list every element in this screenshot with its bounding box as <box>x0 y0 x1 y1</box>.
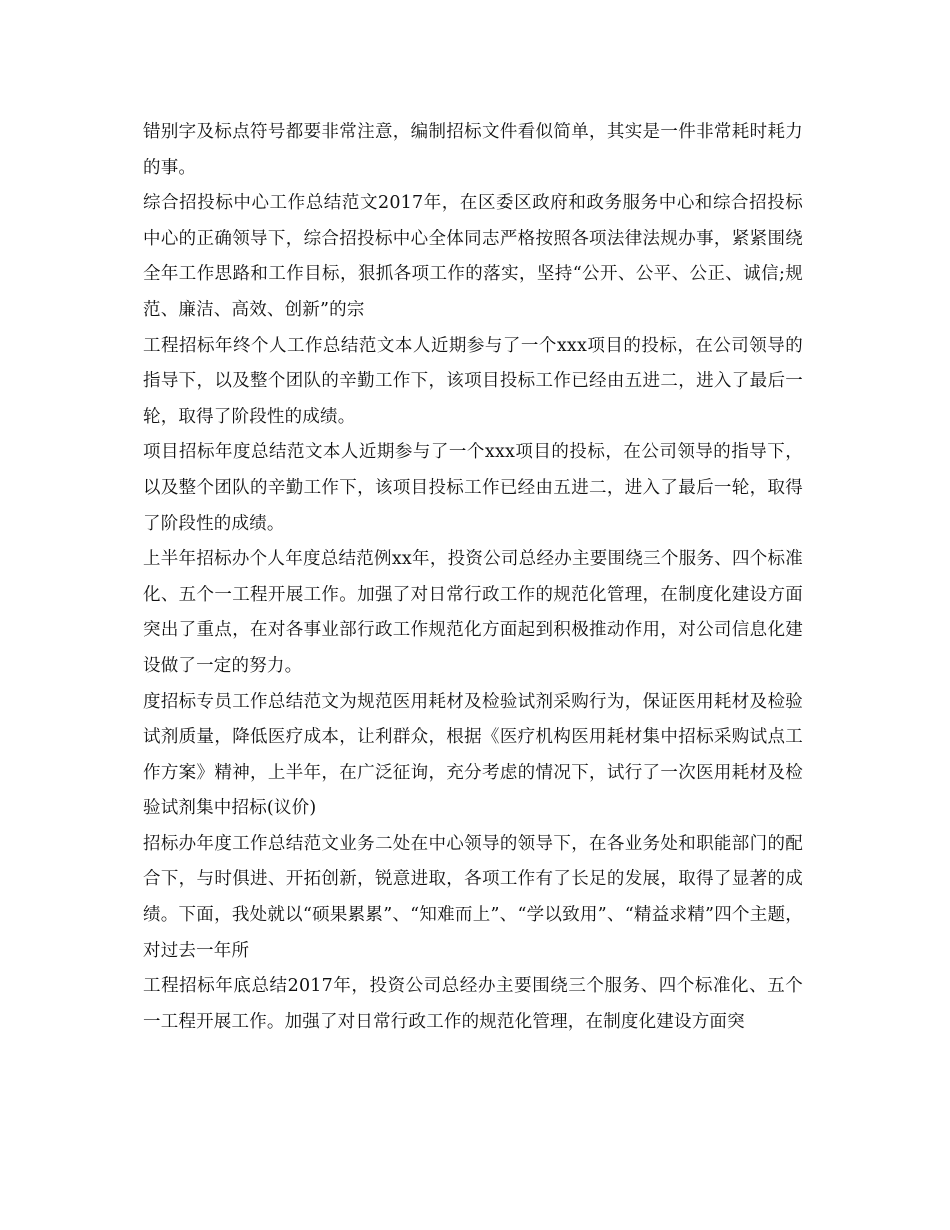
paragraph-2: 综合招投标中心工作总结范文2017年，在区委区政府和政务服务中心和综合招投标中心的正确领导下，综合招投标中心全体同志严格按照各项法律法规办事，紧紧围绕全年工作思路和工作目标，狠抓各项工作的落实，坚持“公开、公平、公正、诚信;规范、廉洁、高效、创新”的宗 <box>143 193 803 320</box>
paragraph-3: 工程招标年终个人工作总结范文本人近期参与了一个xxx项目的投标，在公司领导的指导下，以及整个团队的辛勤工作下，该项目投标工作已经由五进二，进入了最后一轮，取得了阶段性的成绩。 <box>143 335 803 427</box>
paragraph-4: 项目招标年度总结范文本人近期参与了一个xxx项目的投标，在公司领导的指导下，以及整个团队的辛勤工作下，该项目投标工作已经由五进二，进入了最后一轮，取得了阶段性的成绩。 <box>143 442 803 534</box>
paragraph-7: 招标办年度工作总结范文业务二处在中心领导的领导下，在各业务处和职能部门的配合下，与时俱进、开拓创新，锐意进取，各项工作有了长足的发展，取得了显著的成绩。下面，我处就以“硕果累累”、“知难而上”、“学以致用”、“精益求精”四个主题，对过去一年所 <box>143 833 803 961</box>
paragraph-6: 度招标专员工作总结范文为规范医用耗材及检验试剂采购行为，保证医用耗材及检验试剂质量，降低医疗成本，让利群众，根据《医疗机构医用耗材集中招标采购试点工作方案》精神，上半年，在广泛征询，充分考虑的情况下，试行了一次医用耗材及检验试剂集中招标(议价) <box>143 691 803 819</box>
document-body <box>143 115 803 1040</box>
paragraph-5: 上半年招标办个人年度总结范例xx年，投资公司总经办主要围绕三个服务、四个标准化、五个一工程开展工作。加强了对日常行政工作的规范化管理，在制度化建设方面突出了重点，在对各事业部行政工作规范化方面起到积极推动作用，对公司信息化建设做了一定的努力。 <box>143 549 803 676</box>
paragraph-8: 工程招标年底总结2017年，投资公司总经办主要围绕三个服务、四个标准化、五个一工程开展工作。加强了对日常行政工作的规范化管理，在制度化建设方面突 <box>143 976 803 1032</box>
paragraph-1: 错别字及标点符号都要非常注意，编制招标文件看似简单，其实是一件非常耗时耗力的事。 <box>143 122 803 178</box>
